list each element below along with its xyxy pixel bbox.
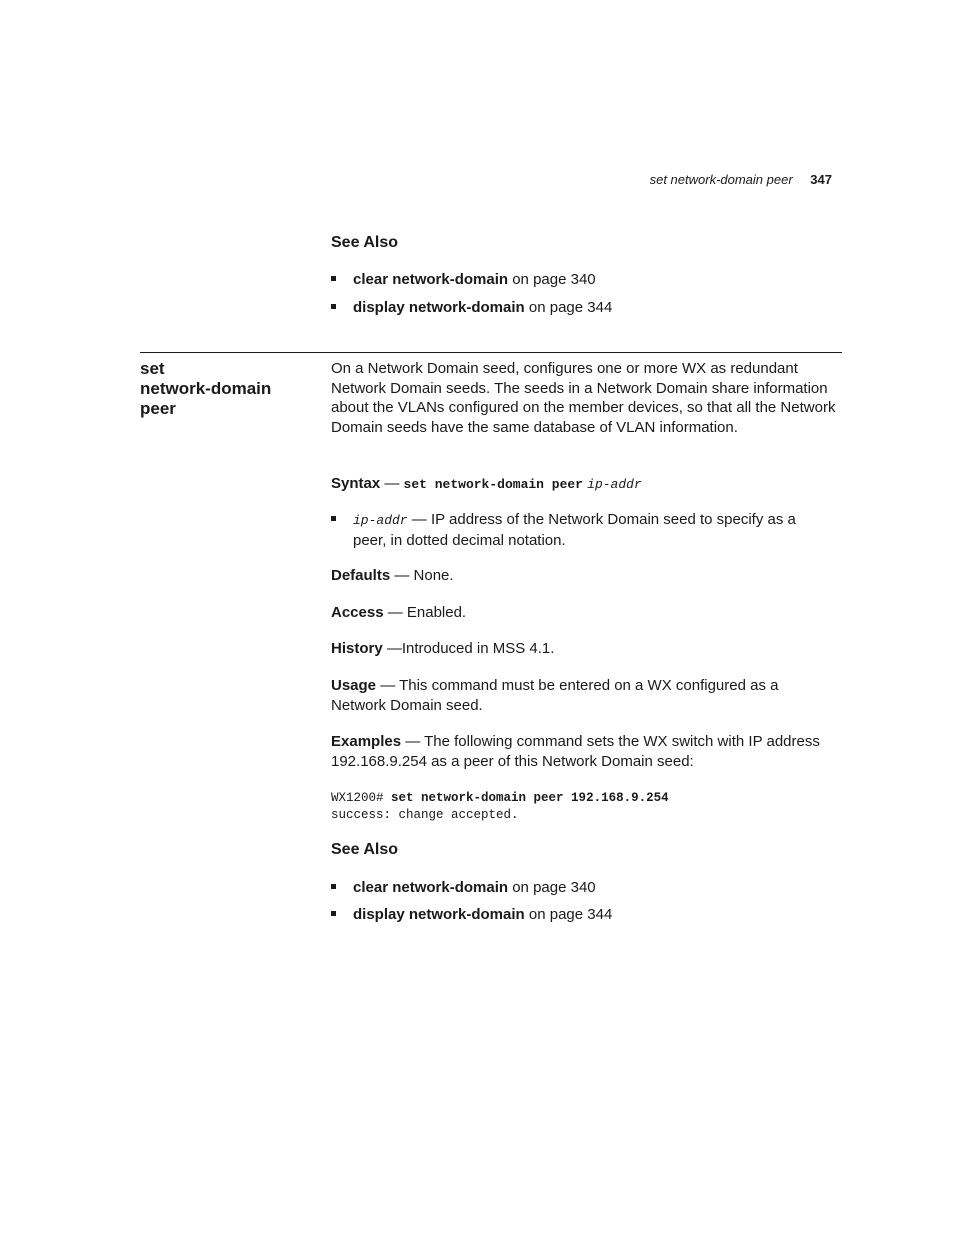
bullet-icon — [331, 304, 336, 309]
bullet-icon — [331, 884, 336, 889]
command-title-line: peer — [140, 399, 176, 418]
code-output: success: change accepted. — [331, 808, 519, 822]
bullet-icon — [331, 516, 336, 521]
history-line — [331, 639, 843, 659]
running-header — [650, 172, 832, 187]
xref-command[interactable]: clear network-domain — [353, 271, 509, 288]
running-title: set network-domain peer — [649, 172, 793, 187]
code-example — [331, 790, 669, 824]
defaults-line — [331, 566, 843, 586]
defaults-text: — None. — [394, 567, 454, 584]
examples-paragraph — [331, 732, 843, 771]
xref-command[interactable]: clear network-domain — [353, 879, 509, 896]
command-description: On a Network Domain seed, configures one or more WX as redundant Network Domain seeds. The seeds in a Network Domain share information about the VLANs configured on the member devices, so that all the Network Domain seeds have the same database of VLAN information. — [331, 360, 836, 436]
bullet-icon — [331, 276, 336, 281]
xref-page: on page 344 — [528, 299, 613, 316]
usage-text: — This command must be entered on a WX configured as a Network Domain seed. — [331, 677, 779, 714]
xref-command[interactable]: display network-domain — [353, 299, 525, 316]
page-number: 347 — [810, 172, 832, 187]
syntax-line — [331, 474, 843, 495]
access-text: — Enabled. — [387, 604, 467, 621]
code-command: set network-domain peer 192.168.9.254 — [391, 791, 669, 805]
see-also-heading-top: See Also — [331, 234, 398, 251]
syntax-label: Syntax — [331, 475, 381, 492]
defaults-label: Defaults — [331, 567, 391, 584]
xref-page: on page 344 — [528, 906, 613, 923]
examples-label: Examples — [331, 733, 402, 750]
xref-command[interactable]: display network-domain — [353, 906, 525, 923]
command-title — [140, 359, 310, 419]
usage-label: Usage — [331, 677, 377, 694]
section-divider — [140, 352, 842, 353]
code-prompt: WX1200# — [331, 791, 384, 805]
parameter-name: ip-addr — [353, 513, 408, 528]
see-also-heading-bottom: See Also — [331, 841, 398, 858]
access-label: Access — [331, 604, 384, 621]
usage-paragraph — [331, 676, 811, 715]
syntax-dash: — — [384, 475, 400, 492]
syntax-argument: ip-addr — [587, 477, 642, 492]
parameter-item — [331, 510, 843, 550]
command-title-line: network-domain — [140, 379, 272, 398]
xref-page: on page 340 — [512, 271, 596, 288]
examples-text: — The following command sets the WX switch with IP address 192.168.9.254 as a peer of this Network Domain seed: — [331, 733, 820, 770]
history-text: —Introduced in MSS 4.1. — [386, 640, 555, 657]
xref-page: on page 340 — [512, 879, 596, 896]
bullet-icon — [331, 911, 336, 916]
history-label: History — [331, 640, 383, 657]
parameter-description: — IP address of the Network Domain seed to specify as a peer, in dotted decimal notation. — [353, 511, 796, 549]
command-title-line: set — [140, 359, 165, 378]
syntax-command: set network-domain peer — [403, 477, 583, 492]
access-line — [331, 603, 843, 623]
